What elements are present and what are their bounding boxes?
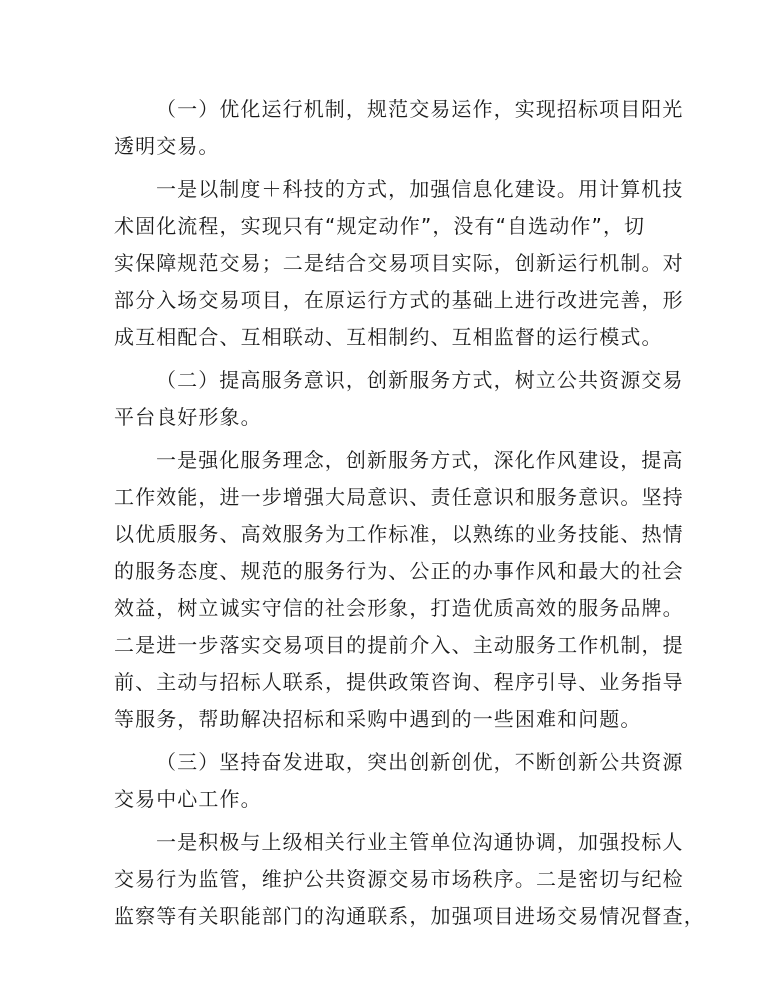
- section-heading-1: [114, 91, 684, 165]
- text-line: 监察等有关职能部门的沟通联系，加强项目进场交易情况督查，: [114, 904, 705, 928]
- text-line: （三）坚持奋发进取，突出创新创优，不断创新公共资源: [156, 750, 684, 774]
- text-line: 透明交易。: [114, 134, 220, 158]
- text-line: 实保障规范交易；二是结合交易项目实际，创新运行机制。对: [114, 251, 684, 275]
- body-paragraph-3: [114, 824, 705, 935]
- text-line: 交易中心工作。: [114, 787, 262, 811]
- text-line: 交易行为监管，维护公共资源交易市场秩序。二是密切与纪检: [114, 867, 684, 891]
- text-line: 前、主动与招标人联系，提供政策咨询、程序引导、业务指导: [114, 670, 684, 694]
- text-line: 效益，树立诚实守信的社会形象，打造优质高效的服务品牌。: [114, 596, 684, 620]
- text-line: 等服务，帮助解决招标和采购中遇到的一些困难和问题。: [114, 707, 642, 731]
- body-paragraph-1: [114, 171, 684, 356]
- text-line: 术固化流程，实现只有“规定动作”，没有“自选动作”，切: [114, 214, 646, 238]
- text-line: （二）提高服务意识，创新服务方式，树立公共资源交易: [156, 368, 684, 392]
- text-line: 一是积极与上级相关行业主管单位沟通协调，加强投标人: [156, 830, 684, 854]
- text-line: （一）优化运行机制，规范交易运作，实现招标项目阳光: [156, 97, 684, 121]
- body-paragraph-2: [114, 442, 684, 738]
- text-line: 二是进一步落实交易项目的提前介入、主动服务工作机制，提: [114, 633, 684, 657]
- text-line: 的服务态度、规范的服务行为、公正的办事作风和最大的社会: [114, 559, 684, 583]
- text-line: 部分入场交易项目，在原运行方式的基础上进行改进完善，形: [114, 288, 684, 312]
- text-line: 工作效能，进一步增强大局意识、责任意识和服务意识。坚持: [114, 485, 684, 509]
- text-line: 成互相配合、互相联动、互相制约、互相监督的运行模式。: [114, 325, 663, 349]
- text-line: 以优质服务、高效服务为工作标准，以熟练的业务技能、热情: [114, 522, 684, 546]
- text-line: 一是以制度＋科技的方式，加强信息化建设。用计算机技: [156, 177, 684, 201]
- section-heading-3: [114, 744, 684, 818]
- text-line: 平台良好形象。: [114, 405, 262, 429]
- document-body: [114, 91, 705, 935]
- section-heading-2: [114, 362, 684, 436]
- text-line: 一是强化服务理念，创新服务方式，深化作风建设，提高: [156, 448, 684, 472]
